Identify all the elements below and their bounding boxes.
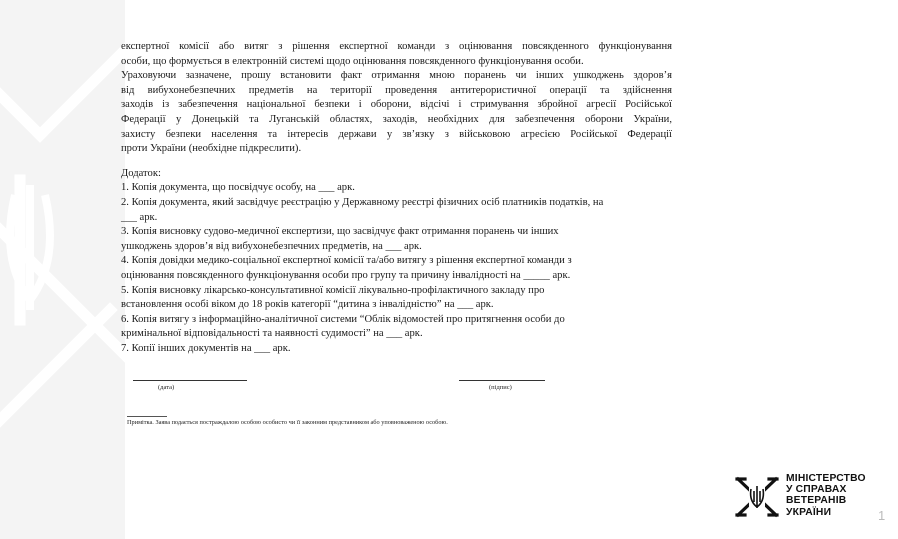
text-line: особи, що формується в електронній системі щодо оцінювання повсякденного функціонування особи. [121, 55, 584, 67]
attachments-heading: Додаток: [121, 167, 161, 179]
attachment-line: 5. Копія висновку лікарсько-консультативної комісії лікувально-профілактичного закладу про [121, 284, 545, 296]
attachment-line: 4. Копія довідки медико-соціальної експертної комісії та/або витягу з рішення експертної команди з [121, 255, 572, 267]
footnote: Примітка. Заява подається постраждалою особою особисто чи її законним представником або уповноваженою особою. [127, 419, 448, 426]
attachment-line: кримінальної відповідальності та наявності судимості” на ___ арк. [121, 328, 423, 340]
text-line: Ураховуючи зазначене, прошу встановити факт отримання мною поранень чи інших ушкоджень здоров’я [121, 70, 672, 82]
attachment-line: оцінювання повсякденного функціонування особи про групу та причину інвалідності на _____ арк. [121, 269, 571, 281]
text-line: Федерації у Донецькій та Луганській областях, заходів, необхідних для забезпечення оборони України, [121, 113, 672, 125]
attachment-line: 3. Копія висновку судово-медичної експертизи, що засвідчує факт отримання поранень чи інших [121, 226, 559, 238]
ministry-name-line: У СПРАВАХ [786, 484, 847, 496]
text-line: експертної комісії або витяг з рішення експертної команди з оцінювання повсякденного функціонування [121, 41, 672, 52]
ministry-name-line: МІНІСТЕРСТВО [786, 473, 866, 484]
attachment-line: ушкоджень здоров’я від вибухонебезпечних предметів, на ___ арк. [121, 240, 422, 252]
date-label: (дата) [158, 384, 175, 391]
application-text [121, 40, 672, 356]
ministry-emblem-icon [734, 473, 780, 521]
text-line: заходів із забезпечення національної безпеки і оборони, відсічі і стримування збройної агресії Російської [121, 99, 672, 111]
signature-block [0, 376, 898, 400]
attachment-line: встановлення особі віком до 18 років категорії “дитина з інвалідністю” на ___ арк. [121, 299, 494, 311]
attachment-line: 7. Копії інших документів на ___ арк. [121, 342, 291, 354]
text-line: проти України (необхідне підкреслити). [121, 143, 302, 155]
ministry-name [786, 473, 866, 518]
attachment-line: 2. Копія документа, який засвідчує реєстрацію у Державному реєстрі фізичних осіб платників податків, на [121, 196, 604, 208]
attachment-line: 6. Копія витягу з інформаційно-аналітичної системи “Облік відомостей про притягнення особи до [121, 313, 565, 325]
signature-label: (підпис) [489, 384, 512, 391]
footnote-rule [127, 416, 167, 417]
ministry-emblem-watermark [0, 0, 125, 539]
date-line [133, 380, 247, 381]
text-line: захисту безпеки населення та інтересів держави у зв’язку з військовою агресією Російської Федерації [121, 128, 672, 140]
signature-line [459, 380, 545, 381]
ministry-logo [734, 473, 884, 523]
page-number: 1 [878, 508, 886, 523]
attachment-line: 1. Копія документа, що посвідчує особу, на ___ арк. [121, 182, 355, 194]
ministry-name-line: ВЕТЕРАНІВ [786, 495, 847, 507]
text-line: від вибухонебезпечних предметів на території проведення антитерористичної операції та здійснення [121, 84, 672, 96]
attachment-line: ___ арк. [121, 211, 158, 223]
ministry-name-line: УКРАЇНИ [786, 506, 832, 518]
